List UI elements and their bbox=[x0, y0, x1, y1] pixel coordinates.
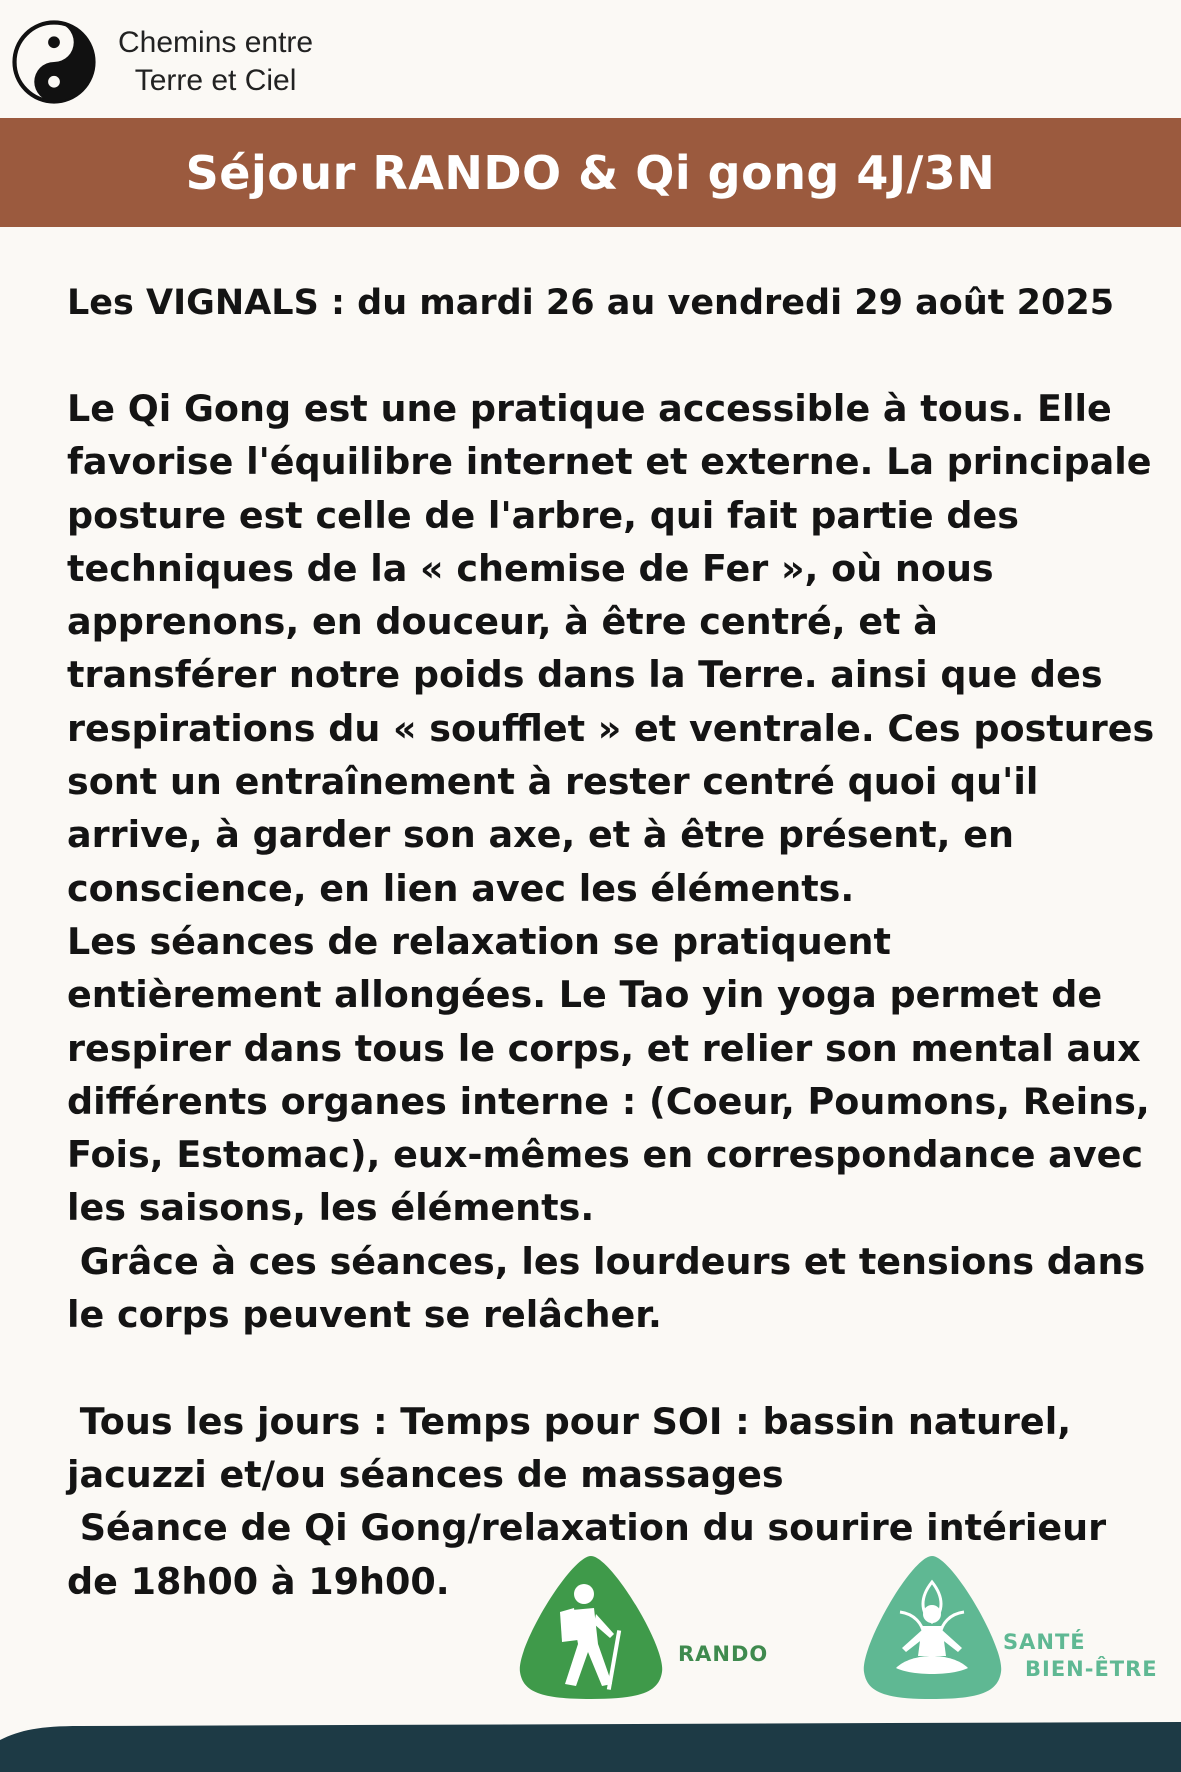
paragraph-relaxation: Les séances de relaxation se pratiquent entièrement allongées. Le Tao yin yoga permet de respirer dans tous le corps, et relier son mental aux différents organes interne : (Coeur, Poumons, Reins, Fois, Estomac), eux-mêmes en correspondance avec les saisons, les éléments. bbox=[67, 919, 1163, 1230]
footer-wave bbox=[0, 1700, 1181, 1772]
logo-line-2: Terre et Ciel bbox=[134, 64, 297, 97]
paragraph-qigong: Le Qi Gong est une pratique accessible à tous. Elle favorise l'équilibre internet et externe. La principale posture est celle de l'arbre, qui fait partie des techniques de la « chemise de Fer », où nous apprenons, en douceur, à être centré, et à transférer notre poids dans la Terre. ainsi que des respirations du « soufflet » et ventrale. Ces postures sont un entraînement à rester centré quoi qu'il arrive, à garder son axe, et à être présent, en conscience, en lien avec les éléments. bbox=[67, 387, 1167, 910]
sante-label-line-1: SANTÉ bbox=[1003, 1630, 1086, 1654]
date-line: Les VIGNALS : du mardi 26 au vendredi 29 août 2025 bbox=[67, 283, 1115, 323]
paragraph-schedule: Séance de Qi Gong/relaxation du sourire intérieur de 18h00 à 19h00. bbox=[67, 1506, 1119, 1603]
page-title: Séjour RANDO & Qi gong 4J/3N bbox=[185, 145, 996, 200]
sante-badge bbox=[860, 1552, 1005, 1702]
sante-label-line-2: BIEN-ÊTRE bbox=[1025, 1657, 1158, 1681]
rando-label: RANDO bbox=[678, 1642, 769, 1666]
meditation-icon bbox=[860, 1552, 1005, 1702]
yin-yang-icon bbox=[12, 20, 96, 104]
paragraph-benefits: Grâce à ces séances, les lourdeurs et tensions dans le corps peuvent se relâcher. bbox=[67, 1239, 1158, 1337]
rando-badge bbox=[516, 1552, 666, 1702]
logo bbox=[12, 20, 313, 104]
logo-text bbox=[118, 24, 313, 100]
description bbox=[67, 382, 1167, 1608]
hiker-icon bbox=[516, 1552, 666, 1702]
paragraph-daily: Tous les jours : Temps pour SOI : bassin naturel, jacuzzi et/ou séances de massages bbox=[67, 1399, 1084, 1496]
logo-line-1: Chemins entre bbox=[118, 26, 314, 59]
title-banner bbox=[0, 118, 1181, 227]
spacer bbox=[67, 1341, 1157, 1394]
